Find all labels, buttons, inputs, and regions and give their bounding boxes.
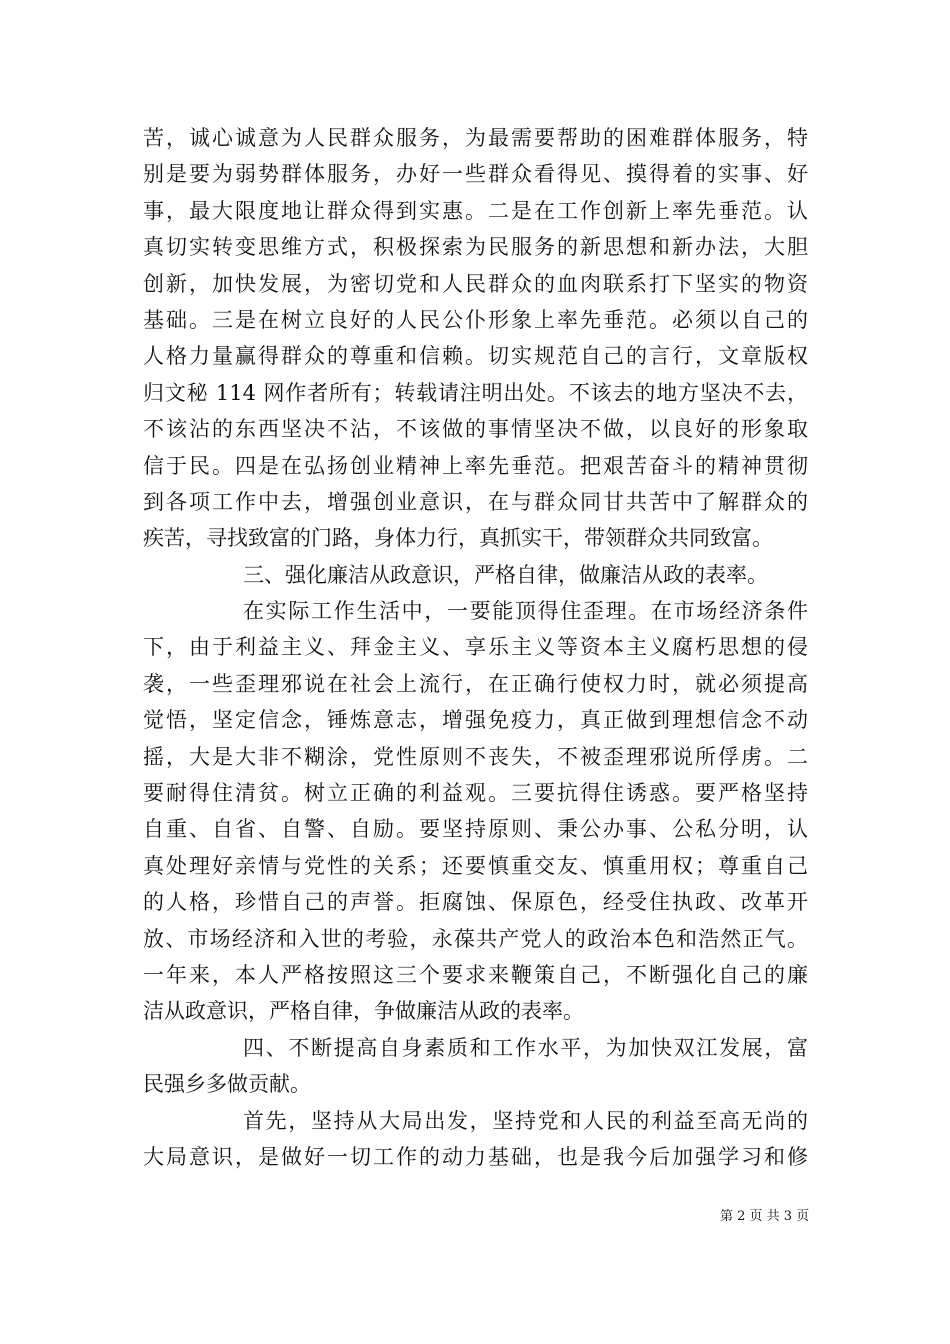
text-line: 人格力量赢得群众的尊重和信赖。切实规范自己的言行，文章版权 [143, 344, 808, 369]
text-line: 创新，加快发展，为密切党和人民群众的血肉联系打下坚实的物资 [143, 271, 808, 296]
section-heading: 三、强化廉洁从政意识，严格自律，做廉洁从政的表率。 [243, 562, 768, 587]
text-line: 归文秘 114 网作者所有；转载请注明出处。不该去的地方坚决不去， [143, 380, 808, 405]
text-line: 事，最大限度地让群众得到实惠。二是在工作创新上率先垂范。认 [143, 198, 808, 223]
text-line: 大局意识，是做好一切工作的动力基础，也是我今后加强学习和修 [143, 1144, 808, 1169]
text-line: 苦，诚心诚意为人民群众服务，为最需要帮助的困难群体服务，特 [143, 126, 808, 150]
text-line: 觉悟，坚定信念，锤炼意志，增强免疫力，真正做到理想信念不动 [143, 708, 808, 733]
section-heading-continued: 民强乡多做贡献。 [143, 1072, 311, 1097]
text-line: 疾苦，寻找致富的门路，身体力行，真抓实干，带领群众共同致富。 [143, 526, 773, 551]
text-line: 首先，坚持从大局出发，坚持党和人民的利益至高无尚的 [243, 1108, 808, 1133]
text-line: 基础。三是在树立良好的人民公仆形象上率先垂范。必须以自己的 [143, 307, 808, 332]
page-number-footer: 第 2 页 共 3 页 [720, 1209, 810, 1224]
section-heading: 四、不断提高自身素质和工作水平，为加快双江发展，富 [243, 1035, 808, 1060]
text-line: 洁从政意识，严格自律，争做廉洁从政的表率。 [143, 999, 584, 1024]
text-line: 信于民。四是在弘扬创业精神上率先垂范。把艰苦奋斗的精神贯彻 [143, 453, 808, 478]
text-line: 别是要为弱势群体服务，办好一些群众看得见、摸得着的实事、好 [143, 162, 808, 187]
text-line: 下，由于利益主义、拜金主义、享乐主义等资本主义腐朽思想的侵 [143, 635, 808, 660]
text-line: 要耐得住清贫。树立正确的利益观。三要抗得住诱惑。要严格坚持 [143, 781, 808, 806]
text-line: 自重、自省、自警、自励。要坚持原则、秉公办事、公私分明，认 [143, 817, 808, 842]
text-line: 真切实转变思维方式，积极探索为民服务的新思想和新办法，大胆 [143, 235, 808, 260]
text-line: 放、市场经济和入世的考验，永葆共产党人的政治本色和浩然正气。 [143, 926, 808, 951]
body-text [143, 120, 808, 1175]
text-line: 的人格，珍惜自己的声誉。拒腐蚀、保原色，经受住执政、改革开 [143, 890, 808, 915]
text-line: 袭，一些歪理邪说在社会上流行，在正确行使权力时，就必须提高 [143, 671, 808, 696]
text-line: 一年来，本人严格按照这三个要求来鞭策自己，不断强化自己的廉 [143, 962, 808, 987]
text-line: 在实际工作生活中，一要能顶得住歪理。在市场经济条件 [243, 599, 808, 624]
text-line: 不该沾的东西坚决不沾，不该做的事情坚决不做，以良好的形象取 [143, 417, 808, 442]
text-line: 到各项工作中去，增强创业意识，在与群众同甘共苦中了解群众的 [143, 489, 808, 514]
text-line: 真处理好亲情与党性的关系；还要慎重交友、慎重用权；尊重自己 [143, 853, 808, 878]
text-line: 摇，大是大非不糊涂，党性原则不丧失，不被歪理邪说所俘虏。二 [143, 744, 808, 769]
